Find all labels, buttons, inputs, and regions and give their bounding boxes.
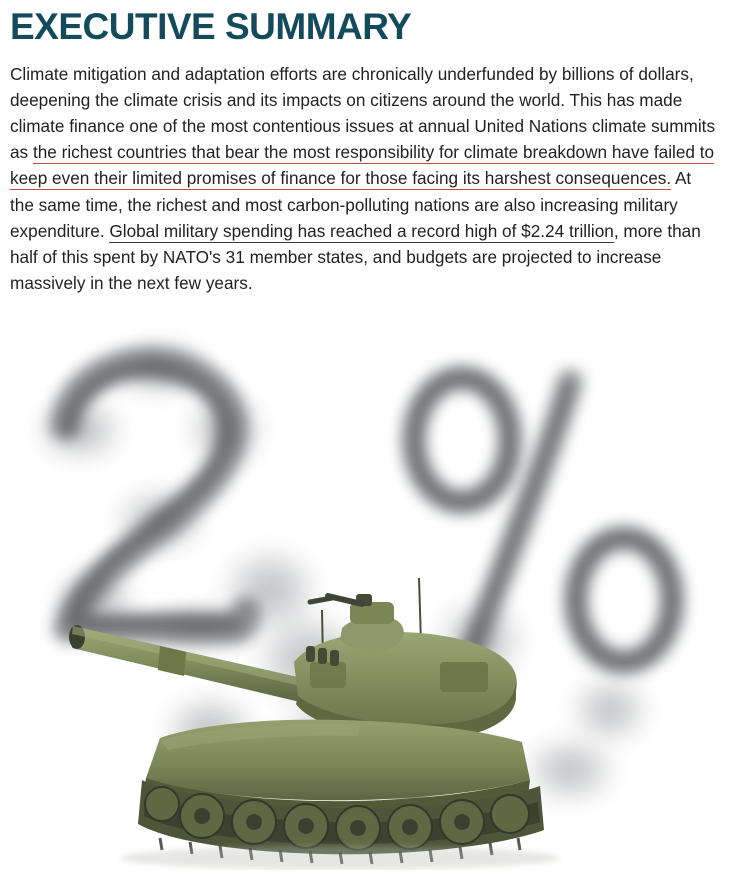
paragraph-segment-4-highlight: Global military spending has reached a record high of $2.24 trillion bbox=[109, 220, 614, 241]
paragraph-segment-5: , more than half of this spent by NATO's 31 member states, and budgets are projected to increase massively in the next few years. bbox=[10, 220, 701, 293]
paragraph-segment-3: At the same time, the richest and most carbon-polluting nations are also increasing military expenditure. bbox=[10, 168, 692, 241]
figure-svg bbox=[10, 310, 721, 870]
executive-summary-paragraph bbox=[10, 61, 716, 296]
paragraph-segment-1: Climate mitigation and adaptation efforts are chronically underfunded by billions of dollars, deepening the climate crisis and its impacts on citizens around the world. This has made climate finance one of the most contentious issues at annual United Nations climate summits as bbox=[10, 63, 716, 163]
page-title: EXECUTIVE SUMMARY bbox=[10, 6, 412, 47]
paragraph-segment-2-highlight: the richest countries that bear the most responsibility for climate breakdown have failed to keep even their limited promises of finance for those facing its harshest consequences. bbox=[10, 142, 715, 189]
smoke-two-percent-tank-illustration bbox=[10, 310, 721, 870]
